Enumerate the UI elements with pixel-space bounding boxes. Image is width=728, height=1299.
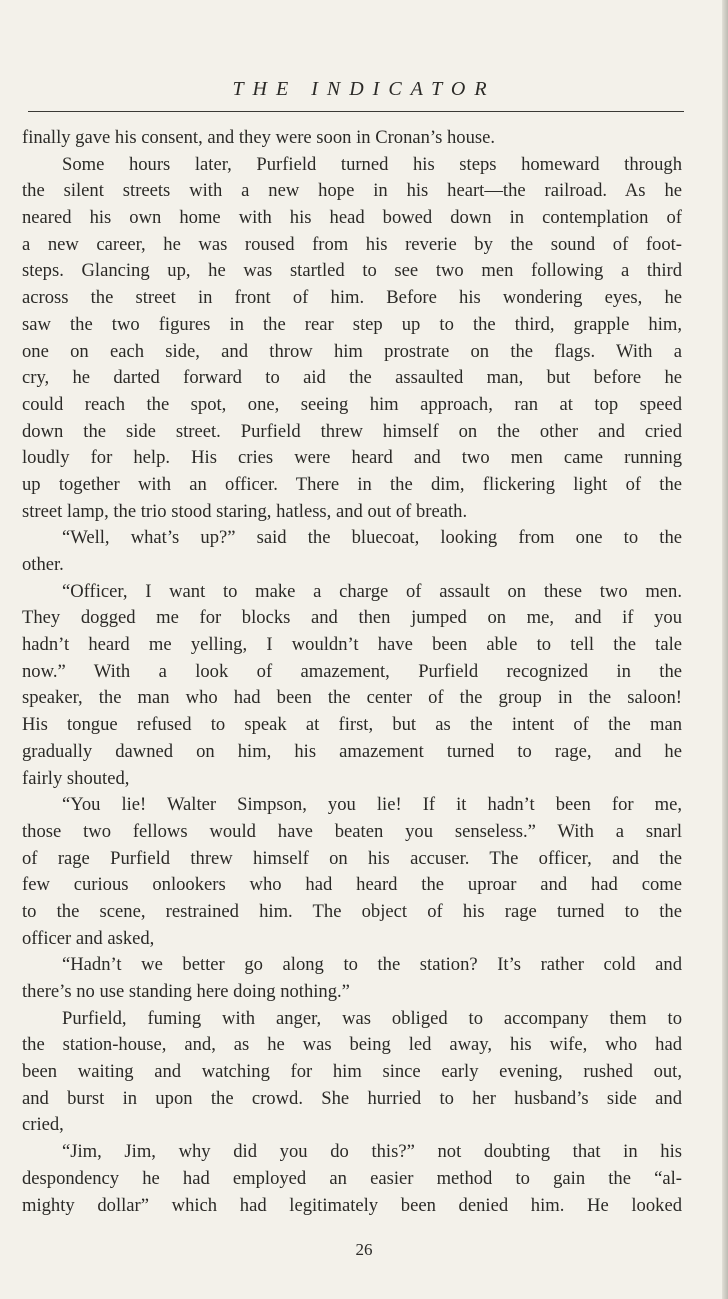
text-line: been waiting and watching for him since early evening, rushed out,: [22, 1061, 682, 1083]
running-header: THE INDICATOR: [232, 78, 496, 100]
text-line: few curious onlookers who had heard the uproar and had come: [22, 874, 682, 896]
page-number: 26: [355, 1240, 373, 1259]
text-line: fairly shouted,: [22, 767, 130, 789]
text-line: finally gave his consent, and they were soon in Cronan’s house.: [22, 127, 496, 148]
text-line: a new career, he was roused from his reverie by the sound of foot-: [22, 233, 682, 255]
page-edge-shadow: [722, 0, 728, 1299]
text-line: saw the two figures in the rear step up to the third, grapple him,: [22, 313, 682, 335]
text-line: street lamp, the trio stood staring, hatless, and out of breath.: [22, 500, 468, 522]
text-line: loudly for help. His cries were heard and two men came running: [22, 447, 682, 469]
text-line: cry, he darted forward to aid the assaulted man, but before he: [22, 367, 682, 389]
text-line: They dogged me for blocks and then jumped on me, and if you: [22, 607, 682, 629]
text-line: down the side street. Purfield threw himself on the other and cried: [22, 420, 682, 442]
text-line: His tongue refused to speak at first, but as the intent of the man: [22, 714, 682, 736]
text-line: “Hadn’t we better go along to the station? It’s rather cold and: [62, 954, 682, 976]
text-line: Some hours later, Purfield turned his steps homeward through: [62, 153, 682, 175]
text-line: neared his own home with his head bowed down in contemplation of: [22, 207, 682, 229]
text-line: and burst in upon the crowd. She hurried to her husband’s side and: [22, 1087, 682, 1109]
text-line: steps. Glancing up, he was startled to see two men following a third: [22, 260, 682, 282]
text-line: “You lie! Walter Simpson, you lie! If it hadn’t been for me,: [62, 794, 682, 816]
text-line: Purfield, fuming with anger, was obliged to accompany them to: [62, 1007, 682, 1029]
text-line: up together with an officer. There in the dim, flickering light of the: [22, 473, 682, 495]
text-line: the silent streets with a new hope in his heart—the railroad. As he: [22, 180, 682, 202]
text-line: of rage Purfield threw himself on his accuser. The officer, and the: [22, 847, 682, 869]
text-line: now.” With a look of amazement, Purfield recognized in the: [22, 660, 682, 682]
header-rule: [28, 111, 684, 112]
text-line: other.: [22, 554, 64, 575]
text-line: mighty dollar” which had legitimately been denied him. He looked: [22, 1194, 682, 1216]
text-line: speaker, the man who had been the center of the group in the saloon!: [22, 687, 682, 709]
text-line: across the street in front of him. Before his wondering eyes, he: [22, 287, 682, 309]
text-line: one on each side, and throw him prostrate on the flags. With a: [22, 340, 682, 362]
text-line: “Jim, Jim, why did you do this?” not doubting that in his: [62, 1141, 682, 1163]
text-line: those two fellows would have beaten you senseless.” With a snarl: [22, 820, 682, 842]
text-line: there’s no use standing here doing nothing.”: [22, 981, 350, 1002]
text-line: “Officer, I want to make a charge of assault on these two men.: [62, 580, 682, 602]
text-line: gradually dawned on him, his amazement turned to rage, and he: [22, 740, 682, 762]
text-line: could reach the spot, one, seeing him approach, ran at top speed: [22, 393, 682, 415]
text-line: officer and asked,: [22, 927, 155, 949]
text-line: to the scene, restrained him. The object of his rage turned to the: [22, 900, 682, 922]
body-text: [22, 125, 682, 1219]
text-line: the station-house, and, as he was being led away, his wife, who had: [22, 1034, 682, 1056]
text-line: hadn’t heard me yelling, I wouldn’t have been able to tell the tale: [22, 634, 682, 656]
text-line: cried,: [22, 1114, 64, 1136]
text-line: “Well, what’s up?” said the bluecoat, looking from one to the: [62, 527, 682, 549]
text-line: despondency he had employed an easier method to gain the “al-: [22, 1167, 682, 1189]
